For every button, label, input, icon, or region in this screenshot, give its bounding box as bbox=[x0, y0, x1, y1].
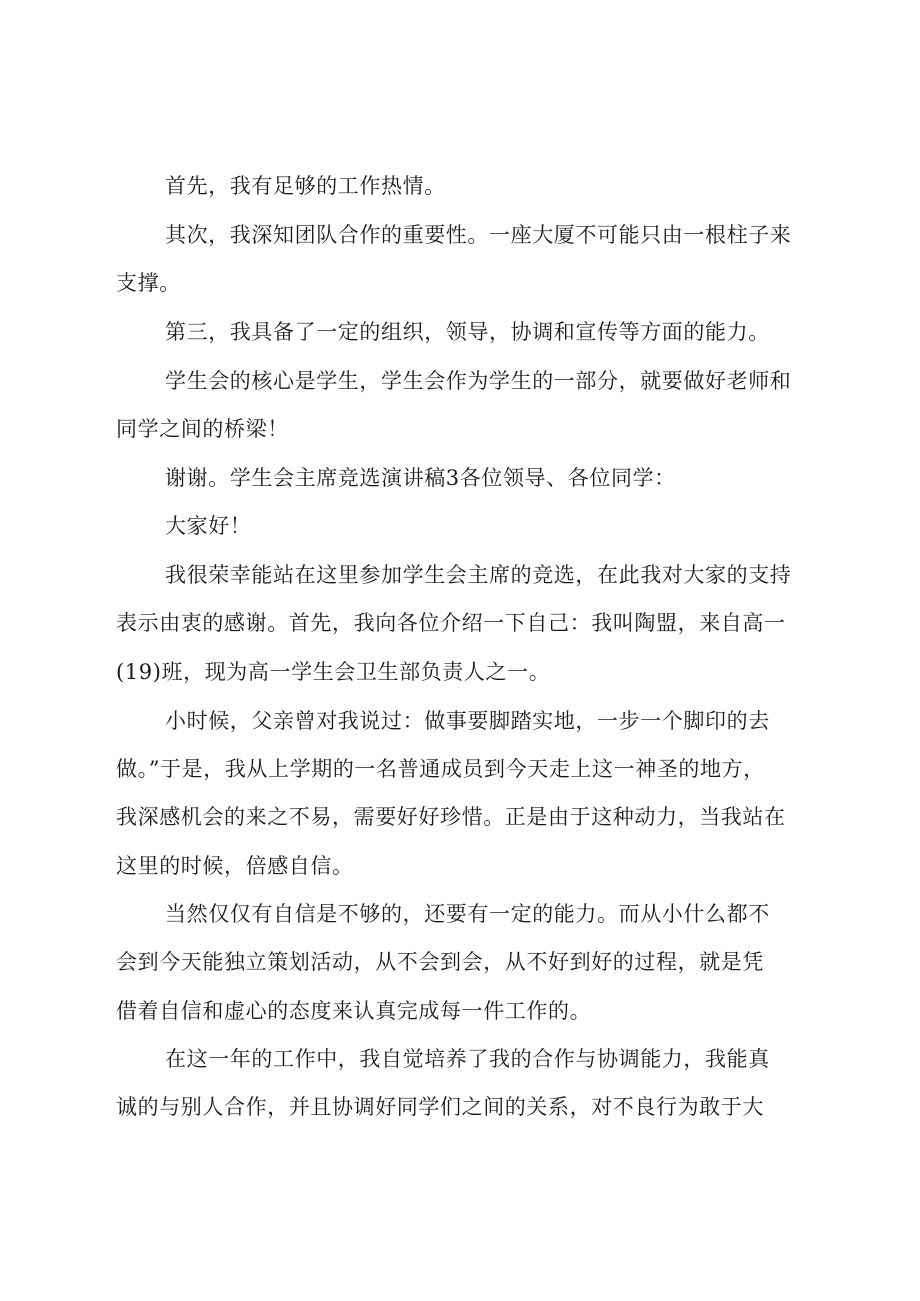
paragraph-line: 当然仅仅有自信是不够的，还要有一定的能力。而从小什么都不 bbox=[165, 902, 770, 926]
paragraph-line: 小时候，父亲曾对我说过：做事要脚踏实地，一步一个脚印的去 bbox=[165, 709, 770, 733]
paragraph-line: 学生会的核心是学生，学生会作为学生的一部分，就要做好老师和 bbox=[165, 369, 792, 393]
paragraph-line: 其次，我深知团队合作的重要性。一座大厦不可能只由一根柱子来 bbox=[165, 223, 792, 247]
paragraph-line: 谢谢。学生会主席竞选演讲稿3各位领导、各位同学： bbox=[165, 466, 676, 490]
paragraph-line: 做。”于是，我从上学期的一名普通成员到今天走上这一神圣的地方， bbox=[116, 757, 765, 781]
paragraph-line: 借着自信和虚心的态度来认真完成每一件工作的。 bbox=[116, 999, 592, 1023]
paragraph-line: 会到今天能独立策划活动，从不会到会，从不好到好的过程，就是凭 bbox=[116, 950, 764, 974]
paragraph-line: 同学之间的桥梁！ bbox=[116, 417, 289, 441]
paragraph-line: 大家好！ bbox=[165, 514, 252, 538]
paragraph-line: 第三，我具备了一定的组织，领导，协调和宣传等方面的能力。 bbox=[165, 320, 770, 344]
paragraph-line: (19)班，现为高一学生会卫生部负责人之一。 bbox=[116, 660, 551, 684]
paragraph-line: 在这一年的工作中，我自觉培养了我的合作与协调能力，我能真 bbox=[165, 1047, 770, 1071]
paragraph-line: 首先，我有足够的工作热情。 bbox=[165, 174, 446, 198]
paragraph-line: 我深感机会的来之不易，需要好好珍惜。正是由于这种动力，当我站在 bbox=[116, 805, 786, 829]
paragraph-line: 表示由衷的感谢。首先，我向各位介绍一下自己：我叫陶盟，来自高一 bbox=[116, 611, 786, 635]
paragraph-line: 这里的时候，倍感自信。 bbox=[116, 854, 354, 878]
paragraph-line: 我很荣幸能站在这里参加学生会主席的竞选，在此我对大家的支持 bbox=[165, 563, 792, 587]
paragraph-line: 支撑。 bbox=[116, 271, 181, 295]
paragraph-line: 诚的与别人合作，并且协调好同学们之间的关系，对不良行为敢于大 bbox=[116, 1095, 764, 1119]
